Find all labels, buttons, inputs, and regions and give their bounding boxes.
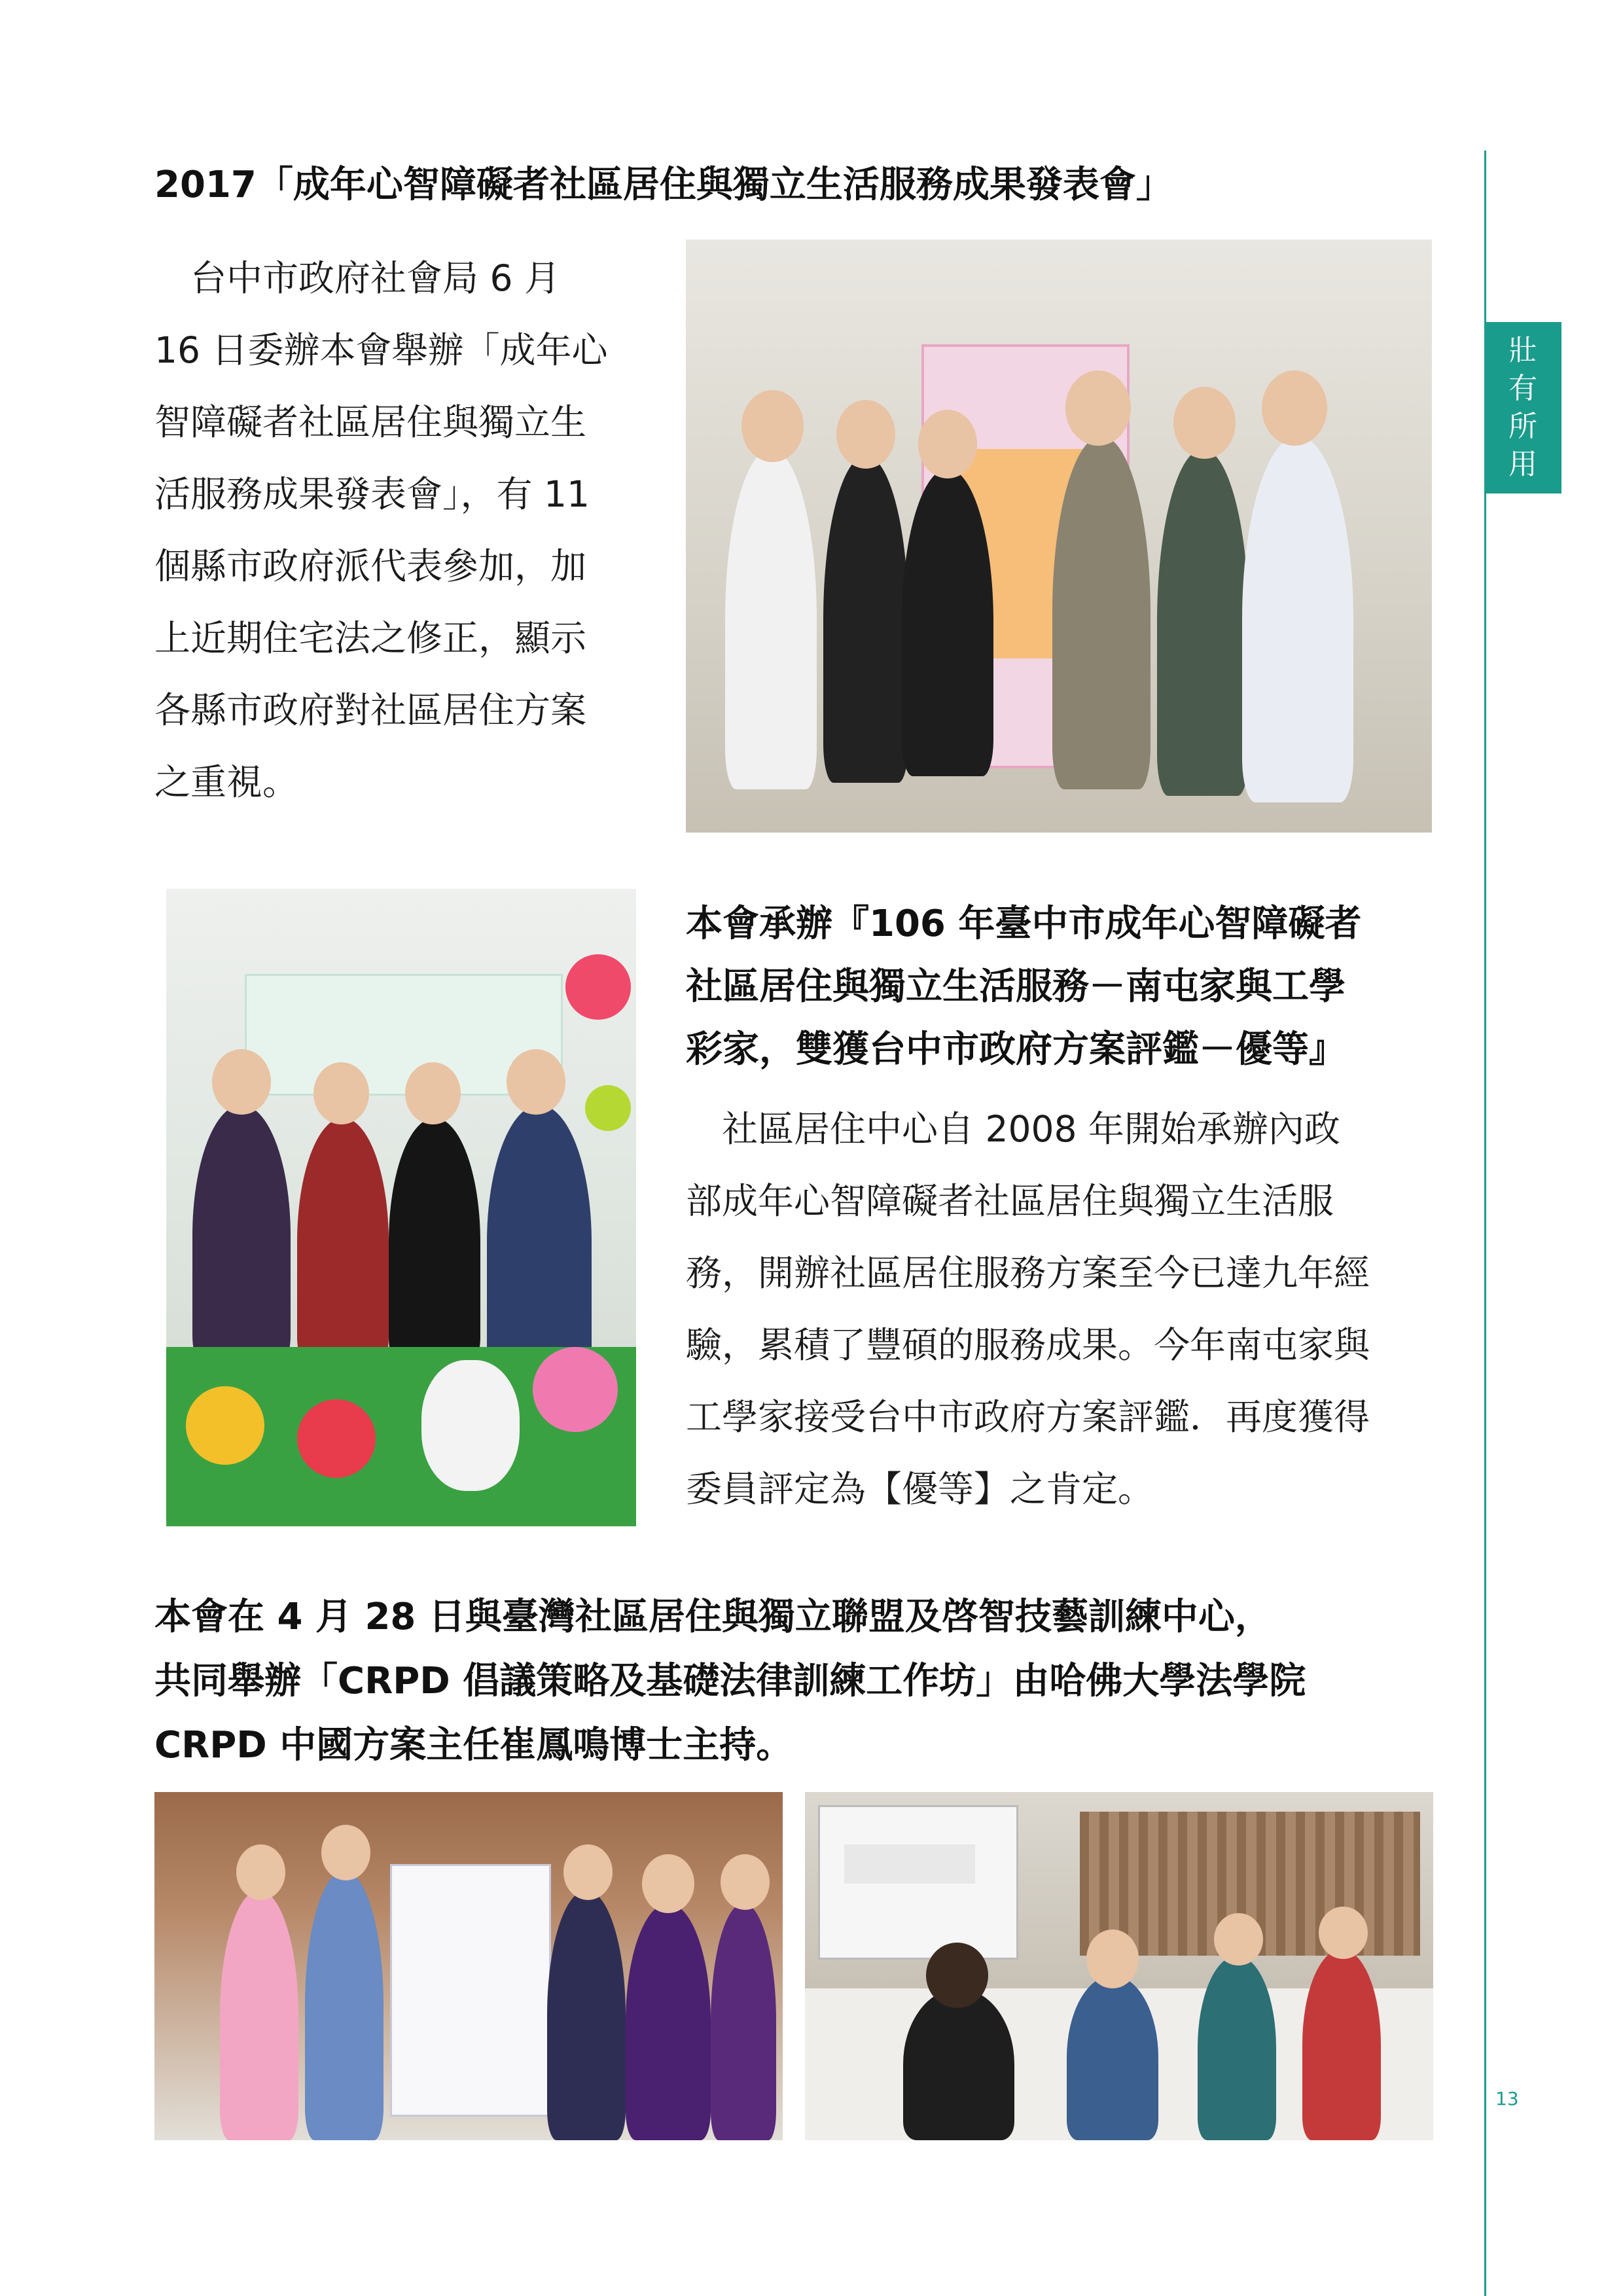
sidebar-tab-char: 有 — [1508, 372, 1537, 405]
sidebar-tab-char: 壯 — [1508, 334, 1537, 367]
photo-classroom — [805, 1792, 1433, 2140]
section1-paragraph — [154, 242, 652, 818]
section2-paragraph — [686, 1093, 1370, 1525]
photo-award-balloons — [166, 889, 636, 1526]
text-line: 活服務成果發表會」，有 11 — [154, 473, 590, 515]
sidebar-tab — [1484, 322, 1561, 493]
text-line: 台中市政府社會局 6 月 — [154, 257, 560, 299]
section1-title: 2017「成年心智障礙者社區居住與獨立生活服務成果發表會」 — [154, 164, 1173, 206]
section3-title — [154, 1585, 1306, 1778]
photo-poster-group — [686, 240, 1432, 833]
sidebar-tab-char: 用 — [1508, 448, 1537, 481]
text-line: 驗，累積了豐碩的服務成果。今年南屯家與 — [686, 1324, 1370, 1366]
text-line: 工學家接受台中市政府方案評鑑．再度獲得 — [686, 1396, 1370, 1438]
text-line: 個縣市政府派代表參加，加 — [154, 545, 587, 587]
text-line: 智障礙者社區居住與獨立生 — [154, 401, 587, 443]
text-line: 上近期住宅法之修正，顯示 — [154, 617, 587, 659]
text-line: 委員評定為【優等】之肯定。 — [686, 1468, 1154, 1510]
page-number: 13 — [1495, 2088, 1519, 2109]
text-line: 務，開辦社區居住服務方案至今已達九年經 — [686, 1252, 1370, 1294]
title-line: 社區居住與獨立生活服務－南屯家與工學 — [686, 965, 1346, 1008]
title-line: 本會在 4 月 28 日與臺灣社區居住與獨立聯盟及啓智技藝訓練中心， — [154, 1596, 1272, 1638]
text-line: 16 日委辦本會舉辦「成年心 — [154, 329, 608, 371]
text-line: 部成年心智障礙者社區居住與獨立生活服 — [686, 1180, 1334, 1222]
title-line: CRPD 中國方案主任崔鳳鳴博士主持。 — [154, 1724, 793, 1767]
sidebar-tab-char: 所 — [1508, 410, 1537, 443]
photo-workshop-group — [154, 1792, 783, 2140]
title-line: 彩家，雙獲台中市政府方案評鑑－優等』 — [686, 1028, 1346, 1071]
section2-title — [686, 893, 1361, 1081]
text-line: 社區居住中心自 2008 年開始承辦內政 — [686, 1108, 1340, 1150]
title-line: 本會承辦『106 年臺中市成年心智障礙者 — [686, 903, 1362, 945]
text-line: 各縣市政府對社區居住方案 — [154, 689, 587, 731]
title-line: 共同舉辦「CRPD 倡議策略及基礎法律訓練工作坊」由哈佛大學法學院 — [154, 1660, 1306, 1702]
text-line: 之重視。 — [154, 761, 299, 803]
